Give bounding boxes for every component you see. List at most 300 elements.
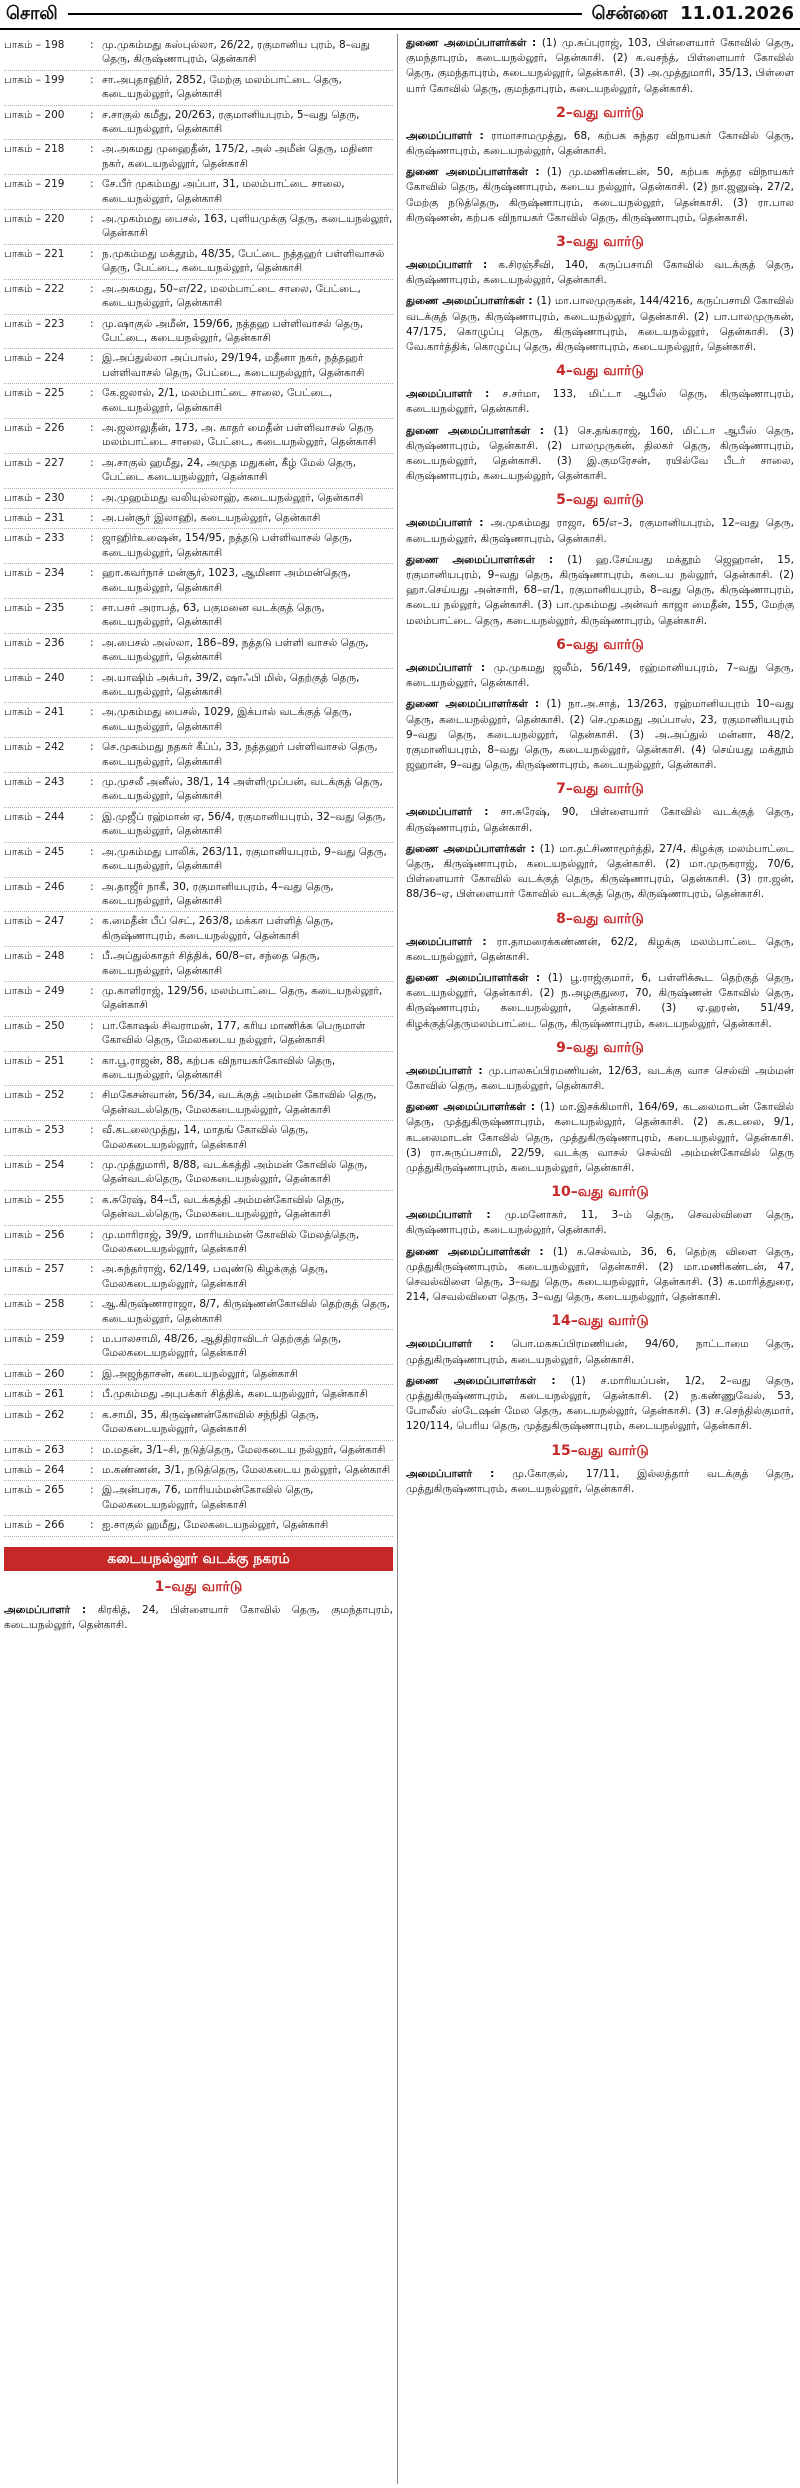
booth-row (4, 419, 393, 454)
booth-row (4, 669, 393, 704)
booth-label: பாகம் – 255 (4, 1193, 65, 1206)
ward-paragraph (406, 661, 794, 691)
booth-row (4, 1052, 393, 1087)
booth-row (4, 1385, 393, 1405)
booth-text: சா.பசர் அராபத், 63, பகுமனை வடக்குத் தெரு, கடையநல்லூர், தென்காசி (102, 602, 325, 629)
booth-label: பாகம் – 231 (4, 511, 65, 524)
ward-paragraph (406, 424, 794, 485)
separator-colon: : (530, 424, 554, 437)
booth-text: அ.முகம்மது பைசல், 163, புளியமுக்கு தெரு, கடையநல்லூர், தென்காசி (102, 213, 393, 240)
ward-title: 8–வது வார்டு (556, 910, 644, 927)
role-label: அமைப்பாளர் (406, 259, 473, 272)
booth-label: பாகம் – 225 (4, 387, 65, 400)
ward-paragraph (406, 1064, 794, 1094)
booth-label: பாகம் – 222 (4, 282, 65, 295)
role-text: (1) மா.பாலமுருகன், 144/4216, கருப்பசாமி கோவில் வடக்குத் தெரு, கிருஷ்ணாபுரம், கடையநல்லூர், தென்காசி. (2) பா.பாலமுருகன், 47/175, கொழுப்பு தெரு, கிருஷ்ணாபுரம், கடையநல்லூர், தென்காசி. (3) வே.கார்த்திக், கொழுப்பு தெரு, கிருஷ்ணாபுரம், கடையநல்லூர், தென்காசி. (406, 295, 794, 354)
newspaper-name: சொலி (6, 2, 58, 24)
separator-colon: : (90, 352, 94, 365)
booth-row (4, 1516, 393, 1536)
separator-colon: : (472, 1467, 513, 1480)
ward-title: 3–வது வார்டு (556, 234, 644, 251)
booth-label: பாகம் – 264 (4, 1463, 65, 1476)
separator-colon: : (90, 39, 94, 51)
ward-paragraph (406, 1208, 794, 1238)
booth-text: அ.முகம்மது பாலிக், 263/11, ரகுமானியபுரம், 9–வது தெரு, கடையநல்லூர், தென்காசி (102, 845, 387, 873)
separator-colon: : (90, 1159, 94, 1171)
booth-text: அ.பைசல் அஸ்லா, 186–89, நத்தடு பள்ளி வாசல் தெரு, கடையநல்லூர், தென்காசி (102, 636, 369, 664)
role-text: கிரகித், 24, பிள்ளையார் கோவில் தெரு, குமந்தாபுரம், கடையநல்லூர், தென்காசி. (4, 1603, 393, 1631)
booth-text: ம.பாலசாமி, 48/26, ஆதிதிராவிடர் தெற்குத் தெரு, மேலகடையநல்லூர், தென்காசி (102, 1333, 342, 1360)
separator-colon: : (90, 73, 94, 86)
role-text: (1) செ.தங்கராஜ், 160, மிட்டா ஆபீஸ் தெரு, கிருஷ்ணாபுரம், தென்காசி. (2) பாலமுருகன், திலகர் தெரு, கிருஷ்ணாபுரம், கடையநல்லூர், தென்காசி. (3) இ.குமரேசன், ரயில்வே பீடர் சாலை, கிருஷ்ணாபுரம், கடையநல்லூர், தென்காசி. (406, 424, 794, 483)
booth-row (4, 1017, 393, 1052)
role-text: (1) ஹ.சேய்யது மக்தூம் ஜெஹான், 15, ரகுமானியபுரம், 9–வது தெரு, கிருஷ்ணாபுரம், கடைய நல்லூர், தென்காசி. (2) ஹா.செய்யது அன்சாரி, 68–எ/1, ரகுமானியபுரம், 8–வது தெரு, கிருஷ்ணாபுரம், கடைய நல்லூர், தென்காசி. (3) பா.முகம்மது அன்வர் காஜா மைதீன், 155, மேற்கு மலம்பாட்டை தெரு, கடையநல்லூர், கிருஷ்ணாபுரம், தென்காசி. (406, 553, 794, 627)
booth-text: பீ.முகம்மது அபுபக்கர் சித்திக், கடையநல்லூர், தென்காசி (102, 1388, 368, 1401)
role-text: மு.கோகுல், 17/11, இல்லத்தார் வடக்குத் தெரு, முத்துகிருஷ்ணாபுரம், கடையநல்லூர், தென்காசி. (406, 1467, 795, 1495)
separator-colon: : (90, 456, 94, 469)
role-label: அமைப்பாளர் (406, 806, 473, 819)
separator-colon: : (536, 1374, 571, 1387)
ward-paragraph (406, 1374, 794, 1435)
city: சென்னை (591, 2, 668, 24)
role-label: அமைப்பாளர் (406, 1209, 473, 1222)
booth-label: பாகம் – 260 (4, 1367, 65, 1380)
booth-row (4, 210, 393, 245)
ward-title: 2–வது வார்டு (556, 104, 644, 121)
booth-label: பாகம் – 233 (4, 532, 65, 545)
booth-row (4, 1295, 393, 1330)
booth-label: பாகம் – 254 (4, 1159, 65, 1171)
separator-colon: : (524, 295, 537, 308)
separator-colon: : (90, 1463, 94, 1476)
booth-label: பாகம் – 200 (4, 108, 65, 121)
separator-colon: : (90, 1367, 94, 1380)
booth-label: பாகம் – 257 (4, 1263, 65, 1276)
separator-colon: : (90, 178, 94, 191)
role-text: பொ.மகசுப்பிரமணியன், 94/60, நாட்டாமை தெரு, முத்துகிருஷ்ணாபுரம், கடையநல்லூர், தென்காசி. (406, 1338, 794, 1366)
role-label: அமைப்பாளர் (406, 935, 473, 948)
role-label: துணை அமைப்பாளர்கள் (406, 698, 528, 711)
booth-text: மு.முகம்மது கஸ்புல்லா, 26/22, ரகுமானிய புரம், 8–வது தெரு, கிருஷ்ணாபுரம், தென்காசி (102, 39, 371, 66)
ward-paragraph (406, 935, 794, 965)
booth-label: பாகம் – 199 (4, 73, 65, 86)
booth-text: மு.மாரிராஜ், 39/9, மாரியம்மன் கோவில் மேலத்தெரு, மேலகடையநல்லூர், தென்காசி (102, 1228, 360, 1256)
separator-colon: : (472, 661, 494, 674)
booth-label: பாகம் – 198 (4, 39, 65, 51)
booth-label: பாகம் – 263 (4, 1443, 65, 1456)
booth-row (4, 564, 393, 599)
booth-row (4, 634, 393, 669)
role-text: (1) மு.மணிகண்டன், 50, கற்பக சுந்தர விநாயகர் கோவில் தெரு, கிருஷ்ணாபுரம், கடைய நல்லூர், தென்காசி. (2) நா.ஜனுஷ், 27/2, மேற்கு நடுத்தெரு, கிருஷ்ணாபுரம், கடையநல்லூர், தென்காசி. (3) ரா.பால கிருஷ்ணன், கற்பக விநாயகர் கோவில் தெரு, கிருஷ்ணாபுரம், தென்காசி. (406, 166, 794, 224)
separator-colon: : (90, 317, 94, 330)
booth-text: சே.பீர் முகம்மது அப்பா, 31, மலம்பாட்டை சாலை, கடையநல்லூர், தென்காசி (102, 178, 345, 205)
booth-text: சா.அபுதாஹிர், 2852, மேற்கு மலம்பாட்டை தெரு, கடையநல்லூர், தென்காசி (102, 73, 342, 101)
booth-row (4, 1365, 393, 1385)
ward-paragraph (406, 1337, 794, 1367)
right-column (398, 34, 800, 2484)
booth-text: அ.முஹம்மது வலியுல்லாஹ், கடையநல்லூர், தென்காசி (102, 491, 364, 504)
booth-text: ஜாஹிர்உஷைன், 154/95, நத்தடு பள்ளிவாசல் தெரு, கடையநல்லூர், தென்காசி (102, 532, 353, 559)
booth-label: பாகம் – 230 (4, 491, 65, 504)
ward-paragraph (406, 516, 794, 546)
separator-colon: : (472, 806, 501, 819)
booth-label: பாகம் – 262 (4, 1408, 65, 1421)
booth-label: பாகம் – 258 (4, 1298, 65, 1311)
separator-colon: : (90, 421, 94, 434)
separator-colon: : (90, 1054, 94, 1067)
role-text: (1) மா.தட்சிணாமூர்த்தி, 27/4, கிழக்கு மலம்பாட்டை தெரு, கிருஷ்ணாபுரம், கடையநல்லூர், தென்காசி. (2) மா.முருகராஜ், 70/6, பிள்ளையார் கோவில் வடக்குத் தெரு, கிருஷ்ணாபுரம், தென்காசி. (3) ரா.ஜன், 88/36–ஏ, பிள்ளையார் கோவில் வடக்குத் தெரு, கிருஷ்ணாபுரம், தென்காசி. (406, 842, 794, 901)
role-label: அமைப்பாளர் (4, 1603, 71, 1616)
booth-label: பாகம் – 235 (4, 602, 65, 614)
separator-colon: : (90, 532, 94, 545)
booth-label: பாகம் – 242 (4, 741, 65, 754)
booth-text: அ.அகமது முஹைதீன், 175/2, அல் அமீன் தெரு, மதினா நகர், கடையநல்லூர், தென்காசி (102, 143, 373, 170)
masthead (0, 0, 800, 30)
role-label: அமைப்பாளர் (406, 661, 473, 674)
role-text: ரா.தாமரைக்கண்ணன், 62/2, கிழக்கு மலம்பாட்டை தெரு, கடையநல்லூர், தென்காசி. (406, 935, 794, 963)
separator-colon: : (472, 1064, 489, 1077)
booth-label: பாகம் – 247 (4, 915, 65, 928)
separator-colon: : (90, 915, 94, 928)
booth-label: பாகம் – 221 (4, 247, 65, 260)
booth-text: அ.முகம்மது பைசல், 1029, இக்பால் வடக்குத் தெரு, கடையநல்லூர், தென்காசி (102, 706, 353, 733)
booth-text: இ.அஜந்தாசன், கடையநல்லூர், தென்காசி (102, 1367, 298, 1380)
separator-colon: : (90, 1298, 94, 1311)
separator-colon: : (472, 259, 499, 272)
role-label: துணை அமைப்பாளர்கள் (406, 842, 526, 855)
booth-text: ம.மதன், 3/1–சி, நடுத்தெரு, மேலகடைய நல்லூர், தென்காசி (102, 1443, 386, 1456)
booth-text: ச.சாகுல் கமீது, 20/263, ரகுமானியபுரம், 5–வது தெரு, கடையநல்லூர், தென்காசி (102, 108, 360, 136)
ward-title: 15–வது வார்டு (551, 1442, 649, 1459)
separator-colon: : (472, 517, 491, 530)
ward-paragraph (406, 387, 794, 417)
booth-label: பாகம் – 249 (4, 984, 65, 997)
separator-colon: : (90, 671, 94, 684)
booth-row (4, 1330, 393, 1365)
role-label: அமைப்பாளர் (406, 388, 473, 401)
booth-text: அ.சாகுல் ஹமீது, 24, அமுத மதுகன், கீழ் மேல் தெரு, பேட்டை கடையநல்லூர், தென்காசி (102, 456, 356, 484)
ward-title: 14–வது வார்டு (551, 1313, 649, 1330)
ward-paragraph (406, 129, 794, 159)
booth-row (4, 982, 393, 1017)
booth-text: வீ.கடலைமுத்து, 14, மாதங் கோவில் தெரு, மேலகடையநல்லூர், தென்காசி (102, 1124, 309, 1151)
booth-row (4, 454, 393, 489)
booth-text: ஆ.கிருஷ்ணாராஜா, 8/7, கிருஷ்ணன்கோவில் தெற்குத் தெரு, கடையநல்லூர், தென்காசி (102, 1298, 390, 1325)
booth-row (4, 71, 393, 106)
separator-colon: : (90, 636, 94, 649)
booth-label: பாகம் – 240 (4, 671, 65, 684)
booth-row (4, 703, 393, 738)
booth-text: அ.யாஷிம் அக்பர், 39/2, ஷாஃபி மில், தெற்குத் தெரு, கடையநல்லூர், தென்காசி (102, 671, 360, 699)
role-label: அமைப்பாளர் (406, 517, 473, 530)
separator-colon: : (90, 143, 94, 156)
booth-text: க.சுரேஷ், 84–பீ, வடக்கத்தி அம்மன்கோவில் தெரு, தென்வடல்தெரு, மேலகடையநல்லூர், தென்காசி (102, 1193, 345, 1221)
role-label: துணை அமைப்பாளர்கள் (406, 1245, 531, 1258)
separator-colon: : (528, 166, 547, 179)
booth-label: பாகம் – 244 (4, 810, 65, 823)
booth-row (4, 1481, 393, 1516)
booth-row (4, 878, 393, 913)
separator-colon: : (90, 984, 94, 997)
separator-colon: : (90, 1089, 94, 1102)
ward-title: 4–வது வார்டு (556, 363, 644, 380)
separator-colon: : (90, 1124, 94, 1137)
booth-label: பாகம் – 218 (4, 143, 65, 156)
booth-label: பாகம் – 234 (4, 567, 65, 580)
role-text: அ.முகம்மது ராஜா, 65/எ–3, ரகுமானியபுரம், 12–வது தெரு, கடையநல்லூர், கிருஷ்ணாபுரம், தென்காசி. (406, 517, 794, 545)
booth-label: பாகம் – 223 (4, 317, 65, 330)
role-label: அமைப்பாளர் (406, 1467, 473, 1480)
separator-colon: : (90, 741, 94, 754)
city-date (592, 3, 794, 26)
page-columns (0, 34, 800, 2484)
separator-colon: : (90, 776, 94, 789)
separator-colon: : (90, 1408, 94, 1421)
ward-title: 5–வது வார்டு (556, 492, 644, 509)
separator-colon: : (90, 1263, 94, 1276)
booth-text: க.மைதீன் பீப் செட், 263/8, மக்கா பள்ளித் தெரு, கிருஷ்ணாபுரம், கடையநல்லூர், தென்காசி (102, 915, 334, 942)
booth-text: மு.காளிராஜ், 129/56, மலம்பாட்டை தெரு, கடையநல்லூர், தென்காசி (102, 984, 383, 1012)
separator-colon: : (90, 213, 94, 226)
booth-text: அ.ஜலாலுதீன், 173, அ. காதர் மைதீன் பள்ளிவாசல் தெரு மலம்பாட்டை சாலை, பேட்டை, கடையநல்லூர், தென்காசி (102, 421, 377, 449)
ward-paragraph (406, 165, 794, 226)
booth-label: பாகம் – 243 (4, 776, 65, 789)
separator-colon: : (90, 1228, 94, 1241)
booth-row (4, 1441, 393, 1461)
ward-paragraph (406, 1245, 794, 1306)
booth-row (4, 36, 393, 71)
separator-colon: : (90, 810, 94, 823)
booth-text: க.சாமி, 35, கிருஷ்ணன்கோவில் சந்நிதி தெரு, மேலகடையநல்லூர், தென்காசி (102, 1408, 319, 1436)
booth-text: மு.முசலீ அனீஸ், 38/1, 14 அள்ளிமுப்பன், வடக்குத் தெரு, கடையநல்லூர், தென்காசி (102, 776, 383, 803)
booth-text: இ.அன்பரசு, 76, மாரியம்மன்கோவில் தெரு, மேலகடையநல்லூர், தென்காசி (102, 1484, 314, 1511)
separator-colon: : (525, 842, 540, 855)
booth-row (4, 489, 393, 509)
booth-text: ஐ.சாகுல் ஹமீது, மேலகடையநல்லூர், தென்காசி (102, 1519, 329, 1532)
booth-text: சிமகேசன்வான், 56/34, வடக்குத் அம்மன் கோவில் தெரு, தென்வடல்தெரு, மேலகடையநல்லூர், தென்காசி (102, 1089, 377, 1116)
role-text: மு.மனோகர், 11, 3–ம் தெரு, செவல்விளை தெரு, கிருஷ்ணாபுரம், கடையநல்லூர், தென்காசி. (406, 1209, 794, 1237)
separator-colon: : (472, 1209, 505, 1222)
separator-colon: : (90, 706, 94, 719)
booth-text: பீ.அப்துல்காதர் சித்திக், 60/8–எ, சந்தை தெரு, கடையநல்லூர், தென்காசி (102, 950, 320, 977)
ward-list (406, 36, 794, 1497)
booth-label: பாகம் – 219 (4, 178, 65, 191)
role-text: சா.சுரேஷ், 90, பிள்ளையார் கோவில் வடக்குத் தெரு, கிருஷ்ணாபுரம், தென்காசி. (406, 806, 794, 834)
role-text: ச.சர்மா, 133, மிட்டா ஆபீஸ் தெரு, கிருஷ்ணாபுரம், கடையநல்லூர், தென்காசி. (406, 388, 794, 416)
ward-paragraph (406, 1100, 794, 1176)
booth-label: பாகம் – 245 (4, 845, 65, 858)
booth-label: பாகம் – 252 (4, 1089, 65, 1102)
ward-title: 6–வது வார்டு (556, 636, 644, 653)
ward-paragraph (4, 1603, 393, 1633)
separator-colon: : (90, 1519, 94, 1532)
separator-colon: : (530, 1245, 553, 1258)
booth-row (4, 280, 393, 315)
booth-label: பாகம் – 224 (4, 352, 65, 365)
section-banner: கடையநல்லூர் வடக்கு நகரம் (4, 1547, 393, 1571)
role-text: ராமாசாமமுத்து, 68, கற்பக சுந்தர விநாயகர் கோவில் தெரு, கிருஷ்ணாபுரம், கடையநல்லூர், தென்காசி. (406, 129, 794, 158)
booth-label: பாகம் – 236 (4, 636, 65, 649)
separator-colon: : (90, 1333, 94, 1346)
role-text: (1) பூ.ராஜ்குமார், 6, பள்ளிக்கூட தெற்குத் தெரு, கடையநல்லூர், தென்காசி. (2) ந.அழகுதுரை, 70, கிருஷ்ணன் கோவில் தெரு, கிருஷ்ணாபுரம், கடையநல்லூர், தென்காசி. (3) ஏ.ஹரன், 51/49, கிழக்குத்தெருமலம்பாட்டை தெரு, கிருஷ்ணாபுரம், கடையநல்லூர், தென்காசி. (406, 971, 794, 1030)
role-text: க.சிரஞ்சீவி, 140, கருப்பசாமி கோவில் வடக்குத் தெரு, கிருஷ்ணாபுரம், கடையநல்லூர், தென்காசி. (406, 259, 794, 287)
booth-row (4, 738, 393, 773)
role-text: (1) மு.சுப்புராஜ், 103, பிள்ளையார் கோவில் தெரு, குமந்தாபுரம், கடையநல்லூர், தென்காசி. (2) க.வசந்த், பிள்ளையார் கோவில் தெரு, குமந்தாபுரம், கடையநல்லூர், தென்காசி. (3) அ.முத்துமாரி, 35/13, பிள்ளை யார் கோவில் தெரு, குமந்தாபுரம், கடையநல்லூர், தென்காசி. (406, 37, 794, 95)
booth-text: அ.தாஜீர் நாகீ, 30, ரகுமானியபுரம், 4–வது தெரு, கடையநல்லூர், தென்காசி (102, 880, 334, 907)
ward-paragraph (406, 36, 794, 97)
booth-label: பாகம் – 227 (4, 456, 65, 469)
booth-label: பாகம் – 248 (4, 950, 65, 963)
role-label: துணை அமைப்பாளர்கள் (406, 971, 529, 984)
separator-colon: : (528, 971, 548, 984)
ward-paragraph (406, 294, 794, 355)
separator-colon: : (90, 1193, 94, 1206)
booth-label: பாகம் – 253 (4, 1124, 65, 1137)
booth-text: கே.ஜலால், 2/1, மலம்பாட்டை சாலை, பேட்டை, கடையநல்லூர், தென்காசி (102, 387, 333, 414)
separator-colon: : (525, 1101, 541, 1114)
role-text: மு.பாலசுப்பிரமணியன், 12/63, வடக்கு வாச செல்வி அம்மன் கோவில் தெரு, கடையநல்லூர், தென்காசி. (406, 1064, 795, 1092)
separator-colon: : (90, 880, 94, 893)
booth-label: பாகம் – 261 (4, 1388, 65, 1401)
separator-colon: : (472, 935, 497, 948)
booth-row (4, 315, 393, 350)
booth-label: பாகம் – 246 (4, 880, 65, 893)
separator-colon: : (90, 511, 94, 524)
booth-row (4, 1260, 393, 1295)
separator-colon: : (90, 108, 94, 121)
ward-paragraph (406, 842, 794, 903)
booth-text: இ.முஜீப் ரஹ்மான் ஏ, 56/4, ரகுமானியபுரம், 32–வது தெரு, கடையநல்லூர், தென்காசி (102, 810, 386, 838)
role-label: துணை அமைப்பாளர்கள் (406, 295, 525, 308)
role-text: (1) நா.அ.சாத், 13/263, ரஹ்மானியபுரம் 10–வது தெரு, கடையநல்லூர், தென்காசி. (2) செ.முகமது அப்பாஸ், 23, ரகுமானியபுரம் 9–வது தெரு, கடையநல்லூர், தென்காசி. (3) அ.அப்துல் மன்னா, 48/2, ரகுமானியபுரம், 8–வது தெரு, கடையநல்லூர், தென்காசி. (4) செய்யது மக்தூம் ஜஹான், 9–வது தெரு, கிருஷ்ணாபுரம், கடையநல்லூர், தென்காசி. (406, 698, 794, 772)
booth-text: அ.அகமது, 50–எ/22, மலம்பாட்டை சாலை, பேட்டை, கடையநல்லூர், தென்காசி (102, 282, 361, 310)
booth-label: பாகம் – 251 (4, 1054, 65, 1067)
separator-colon: : (90, 1019, 94, 1032)
booth-label: பாகம் – 226 (4, 421, 65, 434)
booth-text: ந.முகம்மது மக்தூம், 48/35, பேட்டை நத்தஹர் பள்ளிவாசல் தெரு, பேட்டை, கடையநல்லூர், தென்காசி (102, 247, 385, 275)
ward-title: 9–வது வார்டு (556, 1039, 644, 1056)
separator-colon: : (534, 553, 568, 566)
booth-label: பாகம் – 241 (4, 706, 65, 719)
ward-title: 10–வது வார்டு (551, 1184, 649, 1201)
role-label: துணை அமைப்பாளர்கள் (406, 1101, 526, 1114)
booth-label: பாகம் – 259 (4, 1333, 65, 1346)
masthead-rule (68, 13, 582, 15)
booth-text: ம.கண்ணன், 3/1, நடுத்தெரு, மேலகடைய நல்லூர், தென்காசி (102, 1463, 391, 1476)
booth-text: அ.சுந்தர்ராஜ், 62/149, பவுண்டு கிழக்குத் தெரு, மேலகடையநல்லூர், தென்காசி (102, 1263, 329, 1290)
separator-colon: : (90, 567, 94, 580)
separator-colon: : (472, 129, 492, 142)
booth-row (4, 175, 393, 210)
booth-label: பாகம் – 250 (4, 1019, 65, 1032)
role-label: துணை அமைப்பாளர்கள் (406, 37, 527, 49)
booth-text: செ.முகம்மது நதகர் கீப்ப், 33, நத்தஹர் பள்ளிவாசல் தெரு, கடையநல்லூர், தென்காசி (102, 741, 378, 768)
role-text: மு.முகமது ஜலீம், 56/149, ரஹ்மானியபுரம், 7–வது தெரு, கடையநல்லூர், தென்காசி. (406, 661, 794, 690)
booth-row (4, 808, 393, 843)
separator-colon: : (90, 845, 94, 858)
separator-colon: : (526, 37, 542, 49)
role-text: (1) மா.இசக்கிமாரி, 164/69, கடலைமாடன் கோவில் தெரு, முத்துகிருஷ்ணாபுரம், கடையநல்லூர், தென்காசி. (2) க.கடலை, 9/1, கடலைமாடன் கோவில் தெரு, முத்துகிருஷ்ணாபுரம், கடையநல்லூர், தென்காசி. (3) ரா.சுருப்பசாமி, 22/59, வடக்கு வாசல் செல்வி அம்மன்கோவில் தெரு முத்துகிருஷ்ணாபுரம், கடையநல்லூர், தென்காசி. (406, 1101, 794, 1174)
booth-row (4, 106, 393, 141)
ward-title: 1–வது வார்டு (154, 1578, 243, 1595)
booth-text: ஹா.கவர்நாச் மன்சூர், 1023, ஆமினா அம்மன்தெரு, கடையநல்லூர், தென்காசி (102, 567, 352, 594)
booth-text: அ.பன்சூர் இலாஹி, கடையநல்லூர், தென்காசி (102, 511, 321, 524)
booth-row (4, 773, 393, 808)
role-label: அமைப்பாளர் (406, 1064, 473, 1077)
booth-row (4, 1121, 393, 1156)
booth-row (4, 245, 393, 280)
role-label: துணை அமைப்பாளர்கள் (406, 424, 531, 437)
booth-label: பாகம் – 256 (4, 1228, 65, 1241)
left-ward (4, 1579, 393, 1633)
ward-title: 7–வது வார்டு (556, 781, 644, 798)
separator-colon: : (472, 388, 503, 401)
separator-colon: : (90, 491, 94, 504)
booth-text: கா.பூ.ராஜன், 88, கற்பக விநாயகர்கோவில் தெரு, கடையநல்லூர், தென்காசி (102, 1054, 336, 1081)
booth-row (4, 843, 393, 878)
booth-row (4, 509, 393, 529)
role-label: அமைப்பாளர் (406, 1338, 473, 1351)
role-text: (1) ச.மாரியப்பன், 1/2, 2–வது தெரு, முத்துகிருஷ்ணாபுரம், கடையநல்லூர், தென்காசி. (2) ந.கண்ணுவேல், 53, போலீஸ் ஸ்டேஷன் மேல தெரு, கடையநல்லூர், தென்காசி. (3) ச.செந்தில்குமார், 120/114, பெரிய தெரு, முத்துகிருஷ்ணாபுரம், கடையநல்லூர், தென்காசி. (406, 1374, 794, 1433)
booth-row (4, 912, 393, 947)
booth-row (4, 1406, 393, 1441)
role-label: அமைப்பாளர் (406, 129, 473, 142)
booth-row (4, 529, 393, 564)
booth-text: மு.ஷாகுல் அமீன், 159/66, நத்தஹ பள்ளிவாசல் தெரு, பேட்டை, கடையநல்லூர், தென்காசி (102, 317, 364, 344)
role-label: துணை அமைப்பாளர்கள் (406, 553, 535, 566)
booth-label: பாகம் – 265 (4, 1484, 65, 1497)
separator-colon: : (90, 247, 94, 260)
separator-colon: : (90, 1443, 94, 1456)
booth-row (4, 947, 393, 982)
separator-colon: : (90, 282, 94, 295)
booth-label: பாகம் – 220 (4, 213, 65, 226)
issue-date: 11.01.2026 (680, 2, 794, 24)
separator-colon: : (90, 1484, 94, 1497)
booth-text: இ.அப்துல்லா அப்பாஸ், 29/194, மதீனா நகர், நத்தஹர் பள்ளிவாசல் தெரு, பேட்டை, கடையநல்லூர், தென்காசி (102, 352, 365, 379)
booth-row (4, 1191, 393, 1226)
booth-row (4, 349, 393, 384)
separator-colon: : (472, 1338, 512, 1351)
role-label: துணை அமைப்பாளர்கள் (406, 166, 529, 179)
role-label: துணை அமைப்பாளர்கள் (406, 1374, 537, 1387)
ward-paragraph (406, 258, 794, 288)
booth-label: பாகம் – 266 (4, 1519, 65, 1532)
booth-list (4, 36, 393, 1537)
booth-row (4, 1156, 393, 1191)
booth-row (4, 384, 393, 419)
ward-paragraph (406, 697, 794, 773)
ward-paragraph (406, 805, 794, 835)
booth-row (4, 1226, 393, 1261)
booth-row (4, 1461, 393, 1481)
separator-colon: : (90, 602, 94, 614)
ward-paragraph (406, 1467, 794, 1497)
booth-text: மு.முத்துமாரி, 8/88, வடக்கத்தி அம்மன் கோவில் தெரு, தென்வடல்தெரு, மேலகடையநல்லூர், தென்காசி (102, 1159, 368, 1186)
separator-colon: : (90, 1388, 94, 1401)
role-text: (1) க.செல்வம், 36, 6, தெற்கு விளை தெரு, முத்துகிருஷ்ணாபுரம், கடையநல்லூர், தென்காசி. (2) மா.மணிகண்டன், 47, செவல்விளை தெரு, 3–வது தெரு, கடையநல்லூர், தென்காசி. (3) க.மாரித்துரை, 214, செவல்விளை தெரு, 3–வது தெரு, கடையநல்லூர், தென்காசி. (406, 1245, 794, 1304)
separator-colon: : (90, 387, 94, 400)
left-column (0, 34, 398, 2484)
separator-colon: : (90, 950, 94, 963)
separator-colon: : (527, 698, 547, 711)
separator-colon: : (70, 1603, 98, 1616)
ward-paragraph (406, 553, 794, 629)
booth-row (4, 599, 393, 634)
booth-row (4, 140, 393, 175)
booth-row (4, 1086, 393, 1121)
ward-paragraph (406, 971, 794, 1032)
